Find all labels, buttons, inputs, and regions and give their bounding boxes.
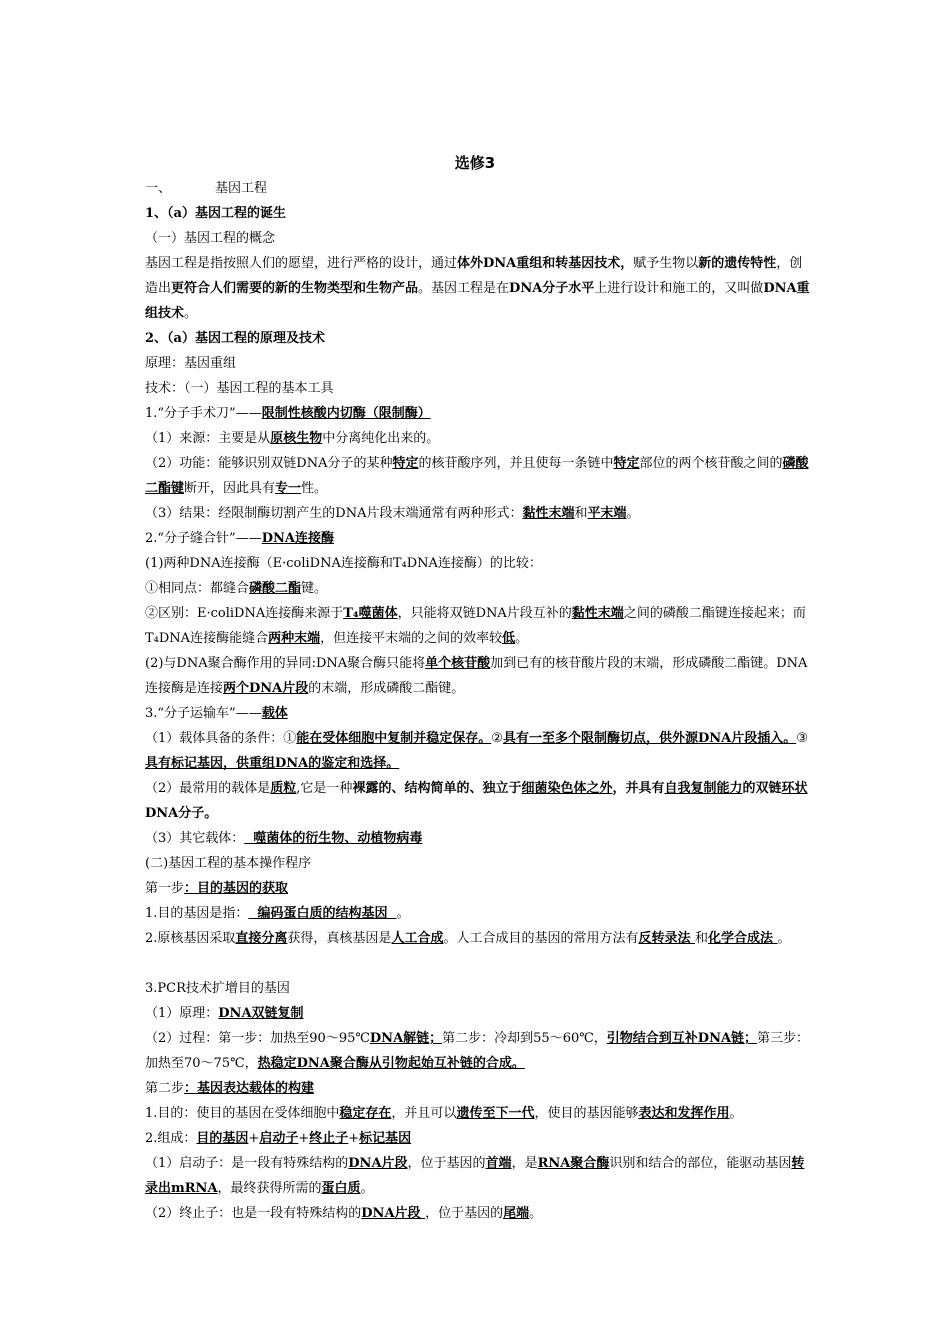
- text-run: 。: [360, 1181, 374, 1196]
- text-line: [145, 1101, 810, 1126]
- text-run: ②: [491, 731, 503, 746]
- text-run: 限制性核酸内切酶（限制酶）: [261, 406, 431, 421]
- text-run: 具有标记基因，供重组DNA的鉴定和选择。: [145, 756, 400, 771]
- text-run: ，是: [511, 1156, 538, 1171]
- text-line: [145, 826, 810, 851]
- text-run: 单个核苷酸: [425, 656, 491, 671]
- text-run: 中分离纯化出来的。: [322, 431, 440, 446]
- text-run: （2）最常用的载体是: [145, 781, 271, 796]
- text-line: [145, 1126, 810, 1151]
- text-line: [145, 1151, 810, 1201]
- text-line: [145, 176, 810, 201]
- text-run: 基因工程是指按照人们的愿望，进行严格的设计，通过: [145, 256, 458, 271]
- text-run: 体外DNA重组和转基因技术，: [457, 256, 634, 271]
- text-run: T₄噬菌体: [343, 606, 398, 621]
- text-run: ,它是一种: [296, 781, 353, 796]
- text-run: 目的基因: [196, 1131, 249, 1146]
- text-run: 人工合成: [391, 931, 444, 946]
- text-run: 基因工程: [215, 181, 268, 196]
- text-run: ，并且可以: [391, 1106, 457, 1121]
- document-title: 选修3: [454, 154, 496, 172]
- text-line: [145, 701, 810, 726]
- text-run: 获得，真核基因是: [287, 931, 392, 946]
- text-run: ，使目的基因能够: [534, 1106, 639, 1121]
- text-run: 第二步: [145, 1081, 185, 1096]
- text-line: [145, 426, 810, 451]
- text-line: [145, 851, 810, 876]
- text-line: [145, 451, 810, 501]
- text-run: 上进行设计和施工的，又叫做: [594, 281, 764, 296]
- document-body: [145, 176, 810, 1226]
- text-run: 。: [729, 1106, 743, 1121]
- text-line: [145, 401, 810, 426]
- text-run: 加到已有的核苷酸片段的末端，形成磷酸二酯键。DNA连接酶是连接: [145, 656, 808, 696]
- text-run: 环状: [781, 781, 808, 796]
- text-run: 1、（a）基因工程的诞生: [145, 206, 286, 221]
- text-run: 专一: [275, 481, 302, 496]
- text-line: [145, 326, 810, 351]
- text-run: 第三步：加热至70～75℃，: [145, 1031, 810, 1071]
- text-run: ，最终获得所需的: [217, 1181, 322, 1196]
- text-line: [145, 376, 810, 401]
- text-run: 细菌染色体之外: [521, 781, 613, 796]
- text-run: 反转录法: [638, 931, 695, 946]
- text-run: （2）终止子：也是一段有特殊结构的: [145, 1206, 362, 1221]
- text-run: ，只能将双链DNA片段互补的: [397, 606, 572, 621]
- text-run: 。: [184, 306, 198, 321]
- text-run: 第一步: [145, 881, 185, 896]
- text-run: ②区别：E·coliDNA连接酶来源于: [145, 606, 344, 621]
- text-line: [145, 601, 810, 651]
- text-run: 两种末端: [268, 631, 321, 646]
- text-run: 特定: [613, 456, 640, 471]
- text-run: 裸露的、结构简单的、独立于: [352, 781, 522, 796]
- text-line: [145, 526, 810, 551]
- text-run: 。基因工程是在: [418, 281, 510, 296]
- text-line: [145, 576, 810, 601]
- text-run: 3.“分子运输车”——: [145, 706, 262, 721]
- text-run: （1）来源：主要是从: [145, 431, 271, 446]
- text-run: 1.目的：使目的基因在受体细胞中: [145, 1106, 340, 1121]
- text-run: 载体: [261, 706, 288, 721]
- text-run: 磷酸二酯: [249, 581, 302, 596]
- text-run: （1）启动子：是一段有特殊结构的: [145, 1156, 349, 1171]
- text-run: DNA解链；: [369, 1031, 443, 1046]
- text-run: ，并具有: [612, 781, 665, 796]
- text-run: （3）结果：经限制酶切割产生的DNA片段末端通常有两种形式：: [145, 506, 523, 521]
- text-run: 和: [574, 506, 588, 521]
- text-run: 2.组成：: [145, 1131, 197, 1146]
- text-run: 新的遗传特性: [698, 256, 777, 271]
- text-run: 更符合人们需要的新的生物类型和生物产品: [171, 281, 419, 296]
- text-run: 之间的磷酸二酯键连接起来；而T₄DNA连接酶能缝合: [145, 606, 806, 646]
- text-run: DNA片段: [361, 1206, 426, 1221]
- text-run: 2.“分子缝合针”——: [145, 531, 262, 546]
- text-run: (2)与DNA聚合酶作用的异同:DNA聚合酶只能将: [145, 656, 426, 671]
- text-run: 的核苷酸序列，并且使每一条链中: [418, 456, 614, 471]
- text-run: 具有一至多个限制酶切点，供外源DNA片段插入。: [502, 731, 797, 746]
- text-line: [145, 501, 810, 526]
- text-run: 技术：（一）基因工程的基本工具: [145, 381, 334, 396]
- text-run: 键。: [301, 581, 328, 596]
- text-run: 。: [626, 506, 640, 521]
- text-run: DNA片段: [348, 1156, 408, 1171]
- text-run: 部位的两个核苷酸之间的: [639, 456, 783, 471]
- text-run: 原核生物: [270, 431, 323, 446]
- text-run: （1）原理：: [145, 1006, 219, 1021]
- text-run: 2.原核基因采取: [145, 931, 236, 946]
- text-run: 稳定存在: [339, 1106, 392, 1121]
- text-run: 编码蛋白质的结构基因: [248, 906, 397, 921]
- text-run: （2）功能：能够识别双链DNA分子的某种: [145, 456, 393, 471]
- text-run: (二)基因工程的基本操作程序: [145, 856, 312, 871]
- text-run: 终止子: [309, 1131, 349, 1146]
- text-run: 表达和发挥作用: [638, 1106, 730, 1121]
- text-run: +: [298, 1131, 310, 1146]
- text-line: [145, 551, 810, 576]
- text-run: 1.目的基因是指：: [145, 906, 249, 921]
- text-line: [145, 876, 810, 901]
- text-run: 3.PCR技术扩增目的基因: [145, 981, 290, 996]
- text-run: 识别和结合的部位，能驱动基因: [609, 1156, 792, 1171]
- text-run: 和: [695, 931, 709, 946]
- text-run: 噬菌体的衍生物、动植物病毒: [244, 831, 423, 846]
- text-run: 引物结合到互补DNA链；: [606, 1031, 758, 1046]
- text-run: 。人工合成目的基因的常用方法有: [443, 931, 639, 946]
- text-run: 首端: [485, 1156, 512, 1171]
- text-run: 质粒: [270, 781, 297, 796]
- text-run: ，创造出: [145, 256, 803, 296]
- text-run: RNA聚合酶: [537, 1156, 610, 1171]
- text-run: DNA连接酶: [261, 531, 334, 546]
- text-run: （一）基因工程的概念: [145, 231, 276, 246]
- text-line: [145, 651, 810, 701]
- text-run: 遗传至下一代: [456, 1106, 535, 1121]
- text-run: DNA分子水平: [509, 281, 595, 296]
- text-run: 赋予生物以: [633, 256, 699, 271]
- text-run: （2）过程：第一步：加热至90～95℃: [145, 1031, 370, 1046]
- text-run: ，位于基因的: [407, 1156, 486, 1171]
- text-run: 。: [777, 931, 791, 946]
- text-run: ：基因表达载体的构建: [184, 1081, 315, 1096]
- text-run: DNA分子。: [145, 806, 218, 821]
- text-run: 特定: [392, 456, 419, 471]
- text-run: 低: [502, 631, 516, 646]
- text-run: 2、（a）基因工程的原理及技术: [145, 331, 325, 346]
- text-run: +: [348, 1131, 360, 1146]
- text-run: 的双链: [742, 781, 782, 796]
- text-run: 两个DNA片段: [223, 681, 309, 696]
- text-run: ，位于基因的: [425, 1206, 504, 1221]
- text-run: 能在受体细胞中复制并稳定保存。: [296, 731, 492, 746]
- text-run: （3）其它载体：: [145, 831, 245, 846]
- text-run: ①相同点：都缝合: [145, 581, 250, 596]
- text-run: 化学合成法: [708, 931, 778, 946]
- text-run: 第二步：冷却到55～60℃，: [442, 1031, 607, 1046]
- text-run: 热稳定DNA聚合酶从引物起始互补链的合成。: [257, 1056, 525, 1071]
- text-run: DNA双链复制: [218, 1006, 304, 1021]
- text-line: [145, 226, 810, 251]
- text-run: 转录出mRNA: [145, 1156, 805, 1196]
- text-run: 磷酸二酯键: [145, 456, 809, 496]
- text-line: [145, 776, 810, 826]
- text-run: 平末端: [587, 506, 627, 521]
- text-run: 尾端: [503, 1206, 530, 1221]
- text-run: (1)两种DNA连接酶（E·coliDNA连接酶和T₄DNA连接酶）的比较：: [145, 556, 542, 571]
- text-run: 性。: [301, 481, 328, 496]
- text-line: [145, 351, 810, 376]
- text-run: 蛋白质: [321, 1181, 361, 1196]
- text-run: 。: [515, 631, 529, 646]
- text-run: 自我复制能力: [664, 781, 743, 796]
- text-run: 的末端，形成磷酸二酯键。: [308, 681, 465, 696]
- text-line: [145, 926, 810, 976]
- text-run: 黏性末端: [522, 506, 575, 521]
- text-line: [145, 726, 810, 776]
- text-line: [145, 251, 810, 326]
- text-line: [145, 976, 810, 1001]
- text-line: [145, 1001, 810, 1026]
- text-run: 一、: [145, 181, 172, 196]
- text-line: [145, 1026, 810, 1076]
- text-run: 1.“分子手术刀”——: [145, 406, 262, 421]
- text-run: 启动子: [259, 1131, 299, 1146]
- text-run: DNA重组技术: [145, 281, 810, 321]
- text-run: +: [248, 1131, 260, 1146]
- text-line: [145, 901, 810, 926]
- text-run: 。: [396, 906, 410, 921]
- text-run: 。: [529, 1206, 543, 1221]
- text-line: [145, 1201, 810, 1226]
- text-run: 标记基因: [359, 1131, 412, 1146]
- text-run: ③: [796, 731, 808, 746]
- text-line: [145, 1076, 810, 1101]
- text-line: [145, 201, 810, 226]
- text-run: （1）载体具备的条件：①: [145, 731, 297, 746]
- text-run: ，但连接平末端的之间的效率较: [320, 631, 503, 646]
- text-run: 黏性末端: [571, 606, 624, 621]
- text-run: 直接分离: [235, 931, 288, 946]
- text-run: ：目的基因的获取: [184, 881, 289, 896]
- text-run: 断开，因此具有: [184, 481, 276, 496]
- text-run: 原理：基因重组: [145, 356, 237, 371]
